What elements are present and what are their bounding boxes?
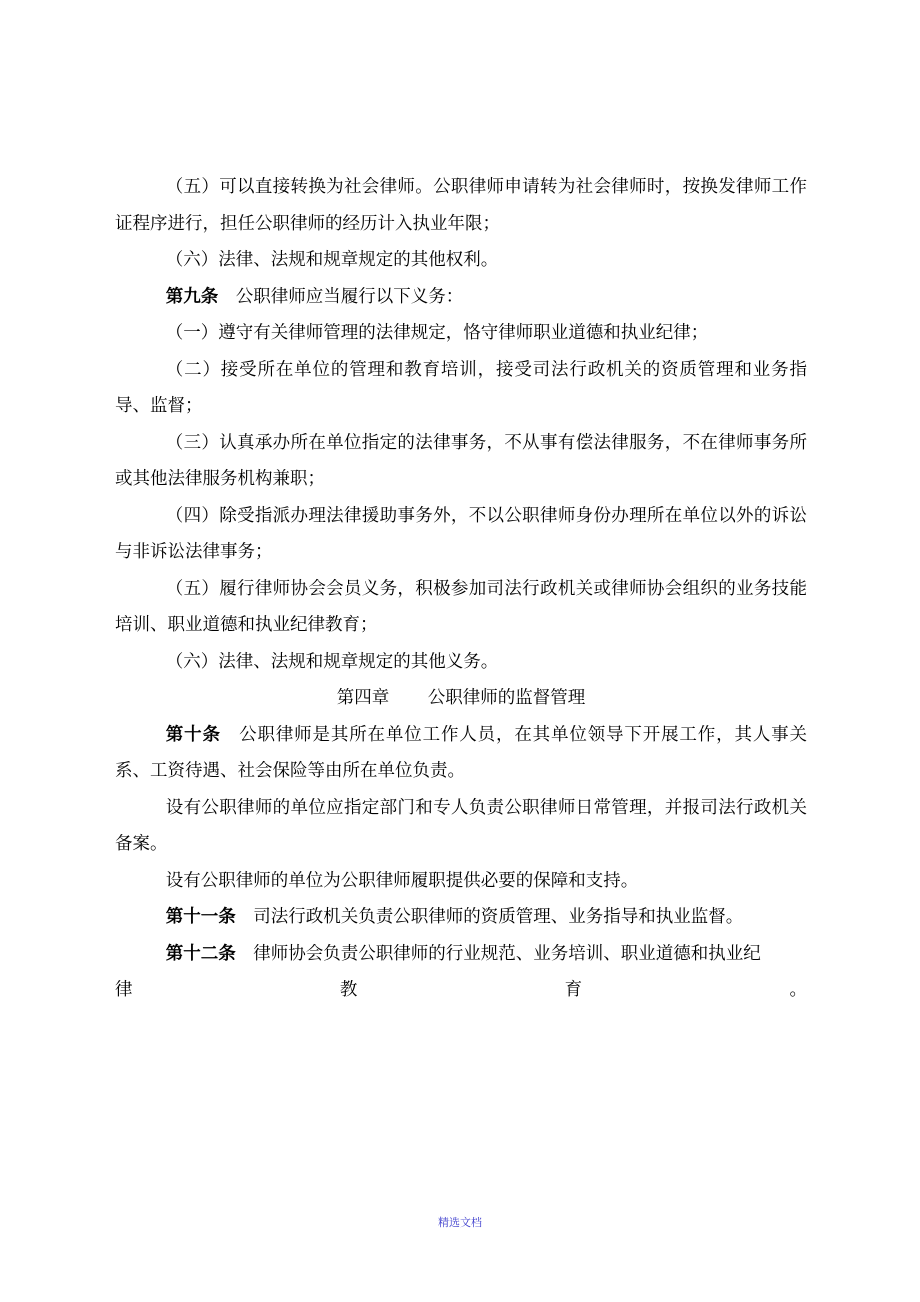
article-label: 第九条 (165, 286, 219, 307)
article-label: 第十条 (165, 724, 221, 745)
article-9 (115, 279, 807, 316)
duty-4 (115, 498, 807, 571)
paragraph-text: 司法行政机关负责公职律师的资质管理、业务指导和执业监督。 (253, 907, 744, 927)
paragraph-text: （三）认真承办所在单位指定的法律事务，不从事有偿法律服务，不在律师事务所或其他法律服务机构兼职； (115, 432, 807, 489)
chapter-title: 公职律师的监督管理 (427, 688, 586, 708)
footer-watermark: 精选文档 (438, 1216, 482, 1229)
article-label: 第十二条 (165, 943, 236, 964)
paragraph-text: （五）履行律师协会会员义务，积极参加司法行政机关或律师协会组织的业务技能培训、职业道德和执业纪律教育； (115, 578, 807, 635)
paragraph-text: 律师协会负责公职律师的行业规范、业务培训、职业道德和执业纪 (253, 943, 761, 964)
duty-3 (115, 425, 807, 498)
paragraph-text: 公职律师应当履行以下义务： (235, 286, 464, 307)
duty-1 (115, 315, 807, 352)
duty-6 (115, 644, 807, 681)
paragraph-text: 设有公职律师的单位应指定部门和专人负责公职律师日常管理，并报司法行政机关备案。 (115, 797, 807, 854)
article-10 (115, 717, 807, 790)
paragraph-text: 公职律师是其所在单位工作人员，在其单位领导下开展工作，其人事关系、工资待遇、社会保险等由所在单位负责。 (115, 724, 808, 781)
duty-5 (115, 571, 807, 644)
paragraph-text: （四）除受指派办理法律援助事务外，不以公职律师身份办理所在单位以外的诉讼与非诉讼法律事务； (115, 505, 807, 562)
paragraph-text: 设有公职律师的单位为公职律师履职提供必要的保障和支持。 (165, 870, 639, 891)
article-label: 第十一条 (165, 907, 236, 927)
paragraph-text: （一）遵守有关律师管理的法律规定，恪守律师职业道德和执业纪律； (165, 323, 709, 343)
article-12-continued (115, 972, 807, 1009)
chapter-heading (115, 680, 807, 717)
paragraph-text: （五）可以直接转换为社会律师。公职律师申请转为社会律师时，按换发律师工作证程序进行，担任公职律师的经历计入执业年限； (115, 177, 807, 234)
paragraph-text: 律教育。 (115, 980, 807, 1000)
paragraph-5-rights (115, 169, 807, 242)
article-12 (115, 936, 807, 973)
paragraph-text: （六）法律、法规和规章规定的其他权利。 (165, 250, 499, 270)
document-body (115, 169, 807, 1009)
article-10-para-3 (115, 863, 807, 900)
paragraph-6-rights (115, 242, 807, 279)
article-10-para-2 (115, 790, 807, 863)
paragraph-text: （六）法律、法规和规章规定的其他义务。 (165, 651, 499, 672)
article-11 (115, 899, 807, 936)
chapter-number: 第四章 (336, 688, 390, 708)
duty-2 (115, 352, 807, 425)
paragraph-text: （二）接受所在单位的管理和教育培训，接受司法行政机关的资质管理和业务指导、监督； (115, 359, 807, 416)
